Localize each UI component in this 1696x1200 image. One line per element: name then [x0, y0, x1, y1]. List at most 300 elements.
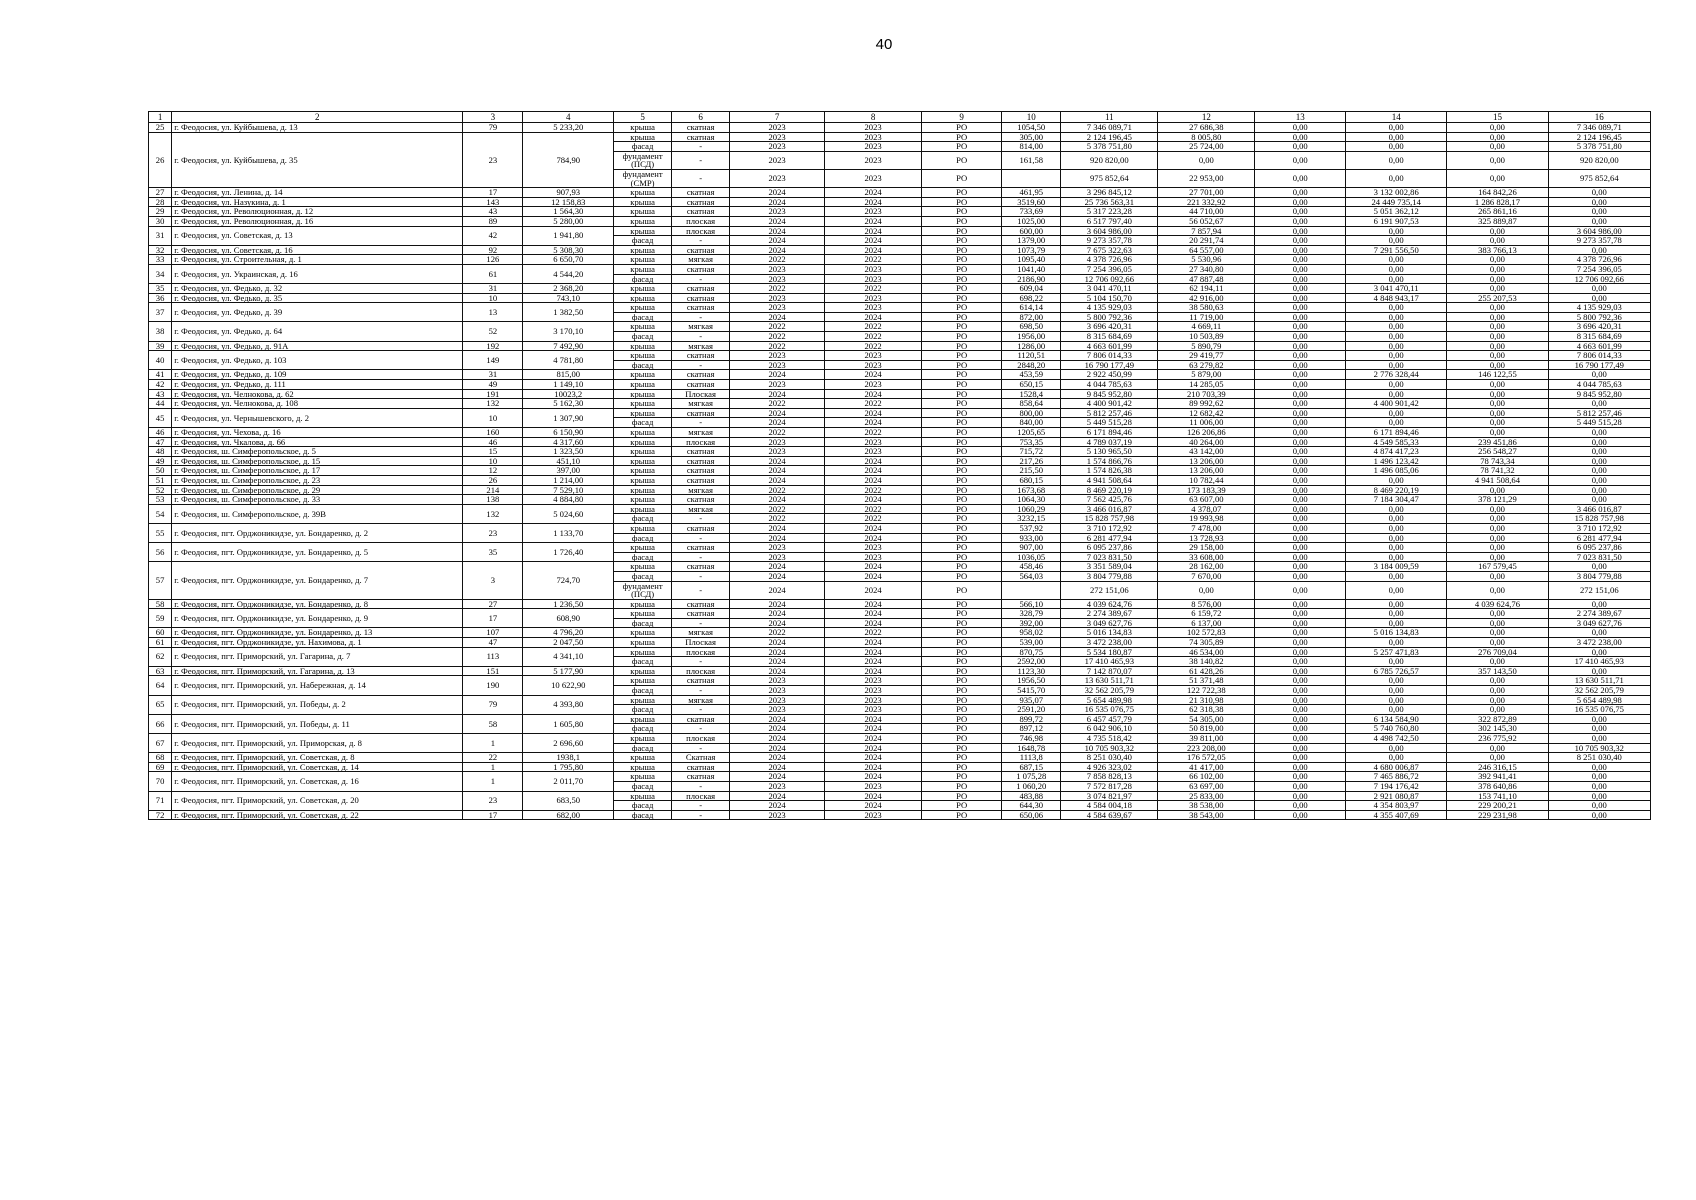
federal-funds-cell: 0,00: [1255, 418, 1346, 428]
area-cell: [1002, 581, 1061, 599]
plan-year-cell: 2024: [730, 226, 825, 236]
reserve-cell: 122 722,38: [1158, 686, 1255, 696]
area-cell: 2848,20: [1002, 360, 1061, 370]
row-number-cell: 26: [149, 132, 172, 188]
plan-year-cell: 2022: [730, 341, 825, 351]
actual-year-cell: 2023: [825, 686, 922, 696]
owner-funds-cell: 12 706 092,66: [1548, 274, 1650, 284]
area-cell: 814,00: [1002, 142, 1061, 152]
address-cell: г. Феодосия, пгт. Приморский, ул. Советская, д. 20: [172, 791, 463, 810]
local-funds-cell: 0,00: [1447, 360, 1548, 370]
area-cell: 564,03: [1002, 571, 1061, 581]
federal-funds-cell: 0,00: [1255, 562, 1346, 572]
work-type-cell: крыша: [614, 123, 672, 133]
local-funds-cell: 302 145,30: [1447, 724, 1548, 734]
local-funds-cell: 0,00: [1447, 514, 1548, 524]
local-funds-cell: 0,00: [1447, 504, 1548, 514]
address-cell: г. Феодосия, ул. Куйбышева, д. 13: [172, 123, 463, 133]
local-funds-cell: 0,00: [1447, 169, 1548, 187]
owner-funds-cell: 0,00: [1548, 628, 1650, 638]
table-row: [149, 428, 1651, 438]
row-number-cell: 40: [149, 351, 172, 370]
row-number-cell: 45: [149, 408, 172, 427]
customer-cell: РО: [922, 543, 1002, 553]
table-row: [149, 753, 1651, 763]
work-type-cell: крыша: [614, 734, 672, 744]
row-number-cell: 54: [149, 504, 172, 523]
area-cell: 1064,30: [1002, 495, 1061, 505]
table-row: [149, 197, 1651, 207]
customer-cell: РО: [922, 151, 1002, 169]
work-type-cell: крыша: [614, 132, 672, 142]
roof-type-cell: -: [672, 618, 730, 628]
customer-cell: РО: [922, 695, 1002, 705]
work-type-cell: крыша: [614, 447, 672, 457]
actual-year-cell: 2024: [825, 801, 922, 811]
reserve-cell: 6 159,72: [1158, 609, 1255, 619]
area-cell: 1286,00: [1002, 341, 1061, 351]
work-type-cell: крыша: [614, 207, 672, 217]
building-area-cell: 12 158,83: [523, 197, 614, 207]
building-area-cell: 743,10: [523, 293, 614, 303]
plan-year-cell: 2023: [730, 132, 825, 142]
plan-year-cell: 2023: [730, 303, 825, 313]
federal-funds-cell: 0,00: [1255, 447, 1346, 457]
work-type-cell: фасад: [614, 360, 672, 370]
customer-cell: РО: [922, 408, 1002, 418]
area-cell: 461,95: [1002, 188, 1061, 198]
building-area-cell: 907,93: [523, 188, 614, 198]
plan-year-cell: 2023: [730, 169, 825, 187]
total-cost-cell: 3 041 470,11: [1061, 284, 1158, 294]
work-type-cell: крыша: [614, 216, 672, 226]
roof-type-cell: скатная: [672, 284, 730, 294]
plan-year-cell: 2024: [730, 418, 825, 428]
owner-funds-cell: 2 274 389,67: [1548, 609, 1650, 619]
storeys-cell: 89: [463, 216, 523, 226]
building-area-cell: 5 308,30: [523, 245, 614, 255]
plan-year-cell: 2024: [730, 791, 825, 801]
customer-cell: РО: [922, 638, 1002, 648]
customer-cell: РО: [922, 772, 1002, 782]
work-type-cell: крыша: [614, 188, 672, 198]
plan-year-cell: 2024: [730, 609, 825, 619]
storeys-cell: 1: [463, 772, 523, 791]
local-funds-cell: 0,00: [1447, 236, 1548, 246]
storeys-cell: 10: [463, 408, 523, 427]
owner-funds-cell: 8 315 684,69: [1548, 332, 1650, 342]
actual-year-cell: 2024: [825, 753, 922, 763]
reserve-cell: 8 576,00: [1158, 599, 1255, 609]
federal-funds-cell: 0,00: [1255, 303, 1346, 313]
plan-year-cell: 2023: [730, 552, 825, 562]
storeys-cell: 17: [463, 609, 523, 628]
actual-year-cell: 2024: [825, 657, 922, 667]
area-cell: 305,00: [1002, 132, 1061, 142]
building-area-cell: 1 236,50: [523, 599, 614, 609]
row-number-cell: 62: [149, 647, 172, 666]
plan-year-cell: 2024: [730, 762, 825, 772]
total-cost-cell: 7 675 322,63: [1061, 245, 1158, 255]
owner-funds-cell: 975 852,64: [1548, 169, 1650, 187]
roof-type-cell: мягкая: [672, 695, 730, 705]
row-number-cell: 35: [149, 284, 172, 294]
actual-year-cell: 2024: [825, 389, 922, 399]
customer-cell: РО: [922, 226, 1002, 236]
actual-year-cell: 2024: [825, 714, 922, 724]
table-row: [149, 123, 1651, 133]
storeys-cell: 17: [463, 188, 523, 198]
federal-funds-cell: 0,00: [1255, 628, 1346, 638]
area-cell: 1956,50: [1002, 676, 1061, 686]
storeys-cell: 107: [463, 628, 523, 638]
total-cost-cell: 4 044 785,63: [1061, 380, 1158, 390]
actual-year-cell: 2023: [825, 351, 922, 361]
work-type-cell: фасад: [614, 552, 672, 562]
storeys-cell: 3: [463, 562, 523, 599]
customer-cell: РО: [922, 351, 1002, 361]
local-funds-cell: 0,00: [1447, 132, 1548, 142]
table-row: [149, 264, 1651, 274]
regional-funds-cell: 0,00: [1346, 533, 1447, 543]
address-cell: г. Феодосия, пгт. Приморский, ул. Советская, д. 16: [172, 772, 463, 791]
customer-cell: РО: [922, 562, 1002, 572]
area-cell: 328,79: [1002, 609, 1061, 619]
local-funds-cell: 0,00: [1447, 142, 1548, 152]
customer-cell: РО: [922, 447, 1002, 457]
area-cell: 746,98: [1002, 734, 1061, 744]
roof-type-cell: скатная: [672, 466, 730, 476]
plan-year-cell: 2024: [730, 245, 825, 255]
reserve-cell: 38 140,82: [1158, 657, 1255, 667]
local-funds-cell: 255 207,53: [1447, 293, 1548, 303]
table-row: [149, 772, 1651, 782]
total-cost-cell: 3 804 779,88: [1061, 571, 1158, 581]
total-cost-cell: 1 574 826,38: [1061, 466, 1158, 476]
area-cell: 650,15: [1002, 380, 1061, 390]
plan-year-cell: 2023: [730, 142, 825, 152]
table-row: [149, 523, 1651, 533]
address-cell: г. Феодосия, ул. Назукина, д. 1: [172, 197, 463, 207]
work-type-cell: фасад: [614, 801, 672, 811]
work-type-cell: крыша: [614, 562, 672, 572]
actual-year-cell: 2023: [825, 380, 922, 390]
work-type-cell: фасад: [614, 514, 672, 524]
storeys-cell: 35: [463, 543, 523, 562]
row-number-cell: 49: [149, 456, 172, 466]
roof-type-cell: -: [672, 169, 730, 187]
local-funds-cell: 392 941,41: [1447, 772, 1548, 782]
reserve-cell: 22 953,00: [1158, 169, 1255, 187]
total-cost-cell: 4 584 004,18: [1061, 801, 1158, 811]
reserve-cell: 7 857,94: [1158, 226, 1255, 236]
owner-funds-cell: 5 449 515,28: [1548, 418, 1650, 428]
regional-funds-cell: 3 184 009,59: [1346, 562, 1447, 572]
reserve-cell: 27 701,00: [1158, 188, 1255, 198]
actual-year-cell: 2024: [825, 312, 922, 322]
roof-type-cell: скатная: [672, 562, 730, 572]
federal-funds-cell: 0,00: [1255, 724, 1346, 734]
plan-year-cell: 2024: [730, 599, 825, 609]
owner-funds-cell: 0,00: [1548, 762, 1650, 772]
customer-cell: РО: [922, 475, 1002, 485]
federal-funds-cell: 0,00: [1255, 753, 1346, 763]
total-cost-cell: 16 790 177,49: [1061, 360, 1158, 370]
customer-cell: РО: [922, 123, 1002, 133]
local-funds-cell: 0,00: [1447, 618, 1548, 628]
plan-year-cell: 2024: [730, 312, 825, 322]
roof-type-cell: мягкая: [672, 504, 730, 514]
federal-funds-cell: 0,00: [1255, 801, 1346, 811]
work-type-cell: фасад: [614, 724, 672, 734]
regional-funds-cell: 4 498 742,50: [1346, 734, 1447, 744]
roof-type-cell: -: [672, 581, 730, 599]
local-funds-cell: 153 741,10: [1447, 791, 1548, 801]
plan-year-cell: 2024: [730, 618, 825, 628]
regional-funds-cell: 0,00: [1346, 226, 1447, 236]
table-row: [149, 638, 1651, 648]
owner-funds-cell: 0,00: [1548, 284, 1650, 294]
reserve-cell: 11 006,00: [1158, 418, 1255, 428]
area-cell: 217,26: [1002, 456, 1061, 466]
actual-year-cell: 2022: [825, 628, 922, 638]
owner-funds-cell: 4 044 785,63: [1548, 380, 1650, 390]
table-row: [149, 188, 1651, 198]
regional-funds-cell: 0,00: [1346, 274, 1447, 284]
regional-funds-cell: 7 291 556,50: [1346, 245, 1447, 255]
total-cost-cell: 8 315 684,69: [1061, 332, 1158, 342]
roof-type-cell: -: [672, 142, 730, 152]
owner-funds-cell: 5 800 792,36: [1548, 312, 1650, 322]
reserve-cell: 5 530,96: [1158, 255, 1255, 265]
row-number-cell: 64: [149, 676, 172, 695]
storeys-cell: 47: [463, 638, 523, 648]
reserve-cell: 29 158,00: [1158, 543, 1255, 553]
regional-funds-cell: 6 785 726,57: [1346, 666, 1447, 676]
actual-year-cell: 2024: [825, 734, 922, 744]
federal-funds-cell: 0,00: [1255, 695, 1346, 705]
owner-funds-cell: 7 023 831,50: [1548, 552, 1650, 562]
actual-year-cell: 2023: [825, 274, 922, 284]
plan-year-cell: 2023: [730, 380, 825, 390]
table-row: [149, 293, 1651, 303]
regional-funds-cell: 0,00: [1346, 609, 1447, 619]
total-cost-cell: 2 124 196,45: [1061, 132, 1158, 142]
column-header-cell: 10: [1002, 112, 1061, 123]
work-type-cell: крыша: [614, 714, 672, 724]
work-type-cell: крыша: [614, 428, 672, 438]
address-cell: г. Феодосия, пгт. Приморский, ул. Победы, д. 11: [172, 714, 463, 733]
roof-type-cell: скатная: [672, 408, 730, 418]
building-area-cell: 724,70: [523, 562, 614, 599]
row-number-cell: 65: [149, 695, 172, 714]
local-funds-cell: 0,00: [1447, 226, 1548, 236]
customer-cell: РО: [922, 142, 1002, 152]
roof-type-cell: скатная: [672, 380, 730, 390]
federal-funds-cell: 0,00: [1255, 743, 1346, 753]
reserve-cell: 56 052,67: [1158, 216, 1255, 226]
federal-funds-cell: 0,00: [1255, 552, 1346, 562]
total-cost-cell: 15 828 757,98: [1061, 514, 1158, 524]
federal-funds-cell: 0,00: [1255, 657, 1346, 667]
plan-year-cell: 2023: [730, 264, 825, 274]
plan-year-cell: 2022: [730, 504, 825, 514]
actual-year-cell: 2023: [825, 437, 922, 447]
customer-cell: РО: [922, 197, 1002, 207]
plan-year-cell: 2023: [730, 123, 825, 133]
local-funds-cell: 146 122,55: [1447, 370, 1548, 380]
customer-cell: РО: [922, 132, 1002, 142]
address-cell: г. Феодосия, ул. Чкалова, д. 66: [172, 437, 463, 447]
plan-year-cell: 2023: [730, 207, 825, 217]
regional-funds-cell: 2 921 080,87: [1346, 791, 1447, 801]
customer-cell: РО: [922, 676, 1002, 686]
total-cost-cell: 3 074 821,97: [1061, 791, 1158, 801]
building-area-cell: 683,50: [523, 791, 614, 810]
plan-year-cell: 2023: [730, 447, 825, 457]
customer-cell: РО: [922, 781, 1002, 791]
actual-year-cell: 2023: [825, 676, 922, 686]
regional-funds-cell: 0,00: [1346, 132, 1447, 142]
actual-year-cell: 2023: [825, 151, 922, 169]
total-cost-cell: 5 800 792,36: [1061, 312, 1158, 322]
building-area-cell: 1 214,00: [523, 475, 614, 485]
roof-type-cell: плоская: [672, 734, 730, 744]
regional-funds-cell: 0,00: [1346, 380, 1447, 390]
row-number-cell: 42: [149, 380, 172, 390]
roof-type-cell: скатная: [672, 523, 730, 533]
customer-cell: РО: [922, 485, 1002, 495]
regional-funds-cell: 0,00: [1346, 418, 1447, 428]
building-area-cell: 1 726,40: [523, 543, 614, 562]
owner-funds-cell: 3 696 420,31: [1548, 322, 1650, 332]
plan-year-cell: 2024: [730, 714, 825, 724]
actual-year-cell: 2024: [825, 647, 922, 657]
actual-year-cell: 2022: [825, 514, 922, 524]
federal-funds-cell: 0,00: [1255, 772, 1346, 782]
building-area-cell: 1 149,10: [523, 380, 614, 390]
plan-year-cell: 2023: [730, 274, 825, 284]
owner-funds-cell: 0,00: [1548, 791, 1650, 801]
actual-year-cell: 2024: [825, 618, 922, 628]
federal-funds-cell: 0,00: [1255, 781, 1346, 791]
federal-funds-cell: 0,00: [1255, 284, 1346, 294]
actual-year-cell: 2024: [825, 226, 922, 236]
row-number-cell: 67: [149, 734, 172, 753]
owner-funds-cell: 9 273 357,78: [1548, 236, 1650, 246]
roof-type-cell: скатная: [672, 293, 730, 303]
address-cell: г. Феодосия, ул. Челнокова, д. 62: [172, 389, 463, 399]
total-cost-cell: 8 469 220,19: [1061, 485, 1158, 495]
table-row: [149, 408, 1651, 418]
customer-cell: РО: [922, 724, 1002, 734]
roof-type-cell: скатная: [672, 495, 730, 505]
column-header-cell: 16: [1548, 112, 1650, 123]
storeys-cell: 23: [463, 791, 523, 810]
roof-type-cell: скатная: [672, 188, 730, 198]
row-number-cell: 47: [149, 437, 172, 447]
building-area-cell: 5 233,20: [523, 123, 614, 133]
local-funds-cell: 378 121,29: [1447, 495, 1548, 505]
area-cell: 680,15: [1002, 475, 1061, 485]
address-cell: г. Феодосия, пгт. Приморский, ул. Набережная, д. 14: [172, 676, 463, 695]
local-funds-cell: 0,00: [1447, 676, 1548, 686]
row-number-cell: 27: [149, 188, 172, 198]
roof-type-cell: мягкая: [672, 322, 730, 332]
actual-year-cell: 2022: [825, 332, 922, 342]
row-number-cell: 58: [149, 599, 172, 609]
row-number-cell: 25: [149, 123, 172, 133]
plan-year-cell: 2024: [730, 734, 825, 744]
work-type-cell: фундамент (СМР): [614, 169, 672, 187]
area-cell: 161,58: [1002, 151, 1061, 169]
actual-year-cell: 2023: [825, 705, 922, 715]
work-type-cell: крыша: [614, 255, 672, 265]
reserve-cell: 13 728,93: [1158, 533, 1255, 543]
federal-funds-cell: 0,00: [1255, 543, 1346, 553]
work-type-cell: крыша: [614, 638, 672, 648]
row-number-cell: 55: [149, 523, 172, 542]
owner-funds-cell: 3 466 016,87: [1548, 504, 1650, 514]
work-type-cell: фасад: [614, 332, 672, 342]
federal-funds-cell: 0,00: [1255, 686, 1346, 696]
local-funds-cell: 0,00: [1447, 543, 1548, 553]
owner-funds-cell: 0,00: [1548, 456, 1650, 466]
total-cost-cell: 6 095 237,86: [1061, 543, 1158, 553]
area-cell: 1113,8: [1002, 753, 1061, 763]
actual-year-cell: 2024: [825, 581, 922, 599]
actual-year-cell: 2024: [825, 475, 922, 485]
storeys-cell: 132: [463, 399, 523, 409]
storeys-cell: 190: [463, 676, 523, 695]
building-area-cell: 10 622,90: [523, 676, 614, 695]
customer-cell: РО: [922, 169, 1002, 187]
address-cell: г. Феодосия, ул. Челнокова, д. 108: [172, 399, 463, 409]
regional-funds-cell: 0,00: [1346, 341, 1447, 351]
regional-funds-cell: 0,00: [1346, 332, 1447, 342]
customer-cell: РО: [922, 264, 1002, 274]
local-funds-cell: 0,00: [1447, 686, 1548, 696]
address-cell: г. Феодосия, ш. Симферопольское, д. 17: [172, 466, 463, 476]
total-cost-cell: 920 820,00: [1061, 151, 1158, 169]
work-type-cell: крыша: [614, 523, 672, 533]
customer-cell: РО: [922, 657, 1002, 667]
federal-funds-cell: 0,00: [1255, 581, 1346, 599]
storeys-cell: 42: [463, 226, 523, 245]
total-cost-cell: 4 039 624,76: [1061, 599, 1158, 609]
regional-funds-cell: 0,00: [1346, 743, 1447, 753]
area-cell: 1205,65: [1002, 428, 1061, 438]
federal-funds-cell: 0,00: [1255, 523, 1346, 533]
actual-year-cell: 2024: [825, 762, 922, 772]
federal-funds-cell: 0,00: [1255, 810, 1346, 820]
local-funds-cell: 0,00: [1447, 380, 1548, 390]
address-cell: г. Феодосия, ул. Советская, д. 13: [172, 226, 463, 245]
regional-funds-cell: 0,00: [1346, 312, 1447, 322]
row-number-cell: 39: [149, 341, 172, 351]
building-area-cell: 608,90: [523, 609, 614, 628]
local-funds-cell: 0,00: [1447, 284, 1548, 294]
row-number-cell: 31: [149, 226, 172, 245]
customer-cell: РО: [922, 552, 1002, 562]
roof-type-cell: скатная: [672, 207, 730, 217]
plan-year-cell: 2022: [730, 628, 825, 638]
total-cost-cell: 3 466 016,87: [1061, 504, 1158, 514]
regional-funds-cell: 0,00: [1346, 686, 1447, 696]
regional-funds-cell: 0,00: [1346, 705, 1447, 715]
owner-funds-cell: 920 820,00: [1548, 151, 1650, 169]
plan-year-cell: 2024: [730, 743, 825, 753]
